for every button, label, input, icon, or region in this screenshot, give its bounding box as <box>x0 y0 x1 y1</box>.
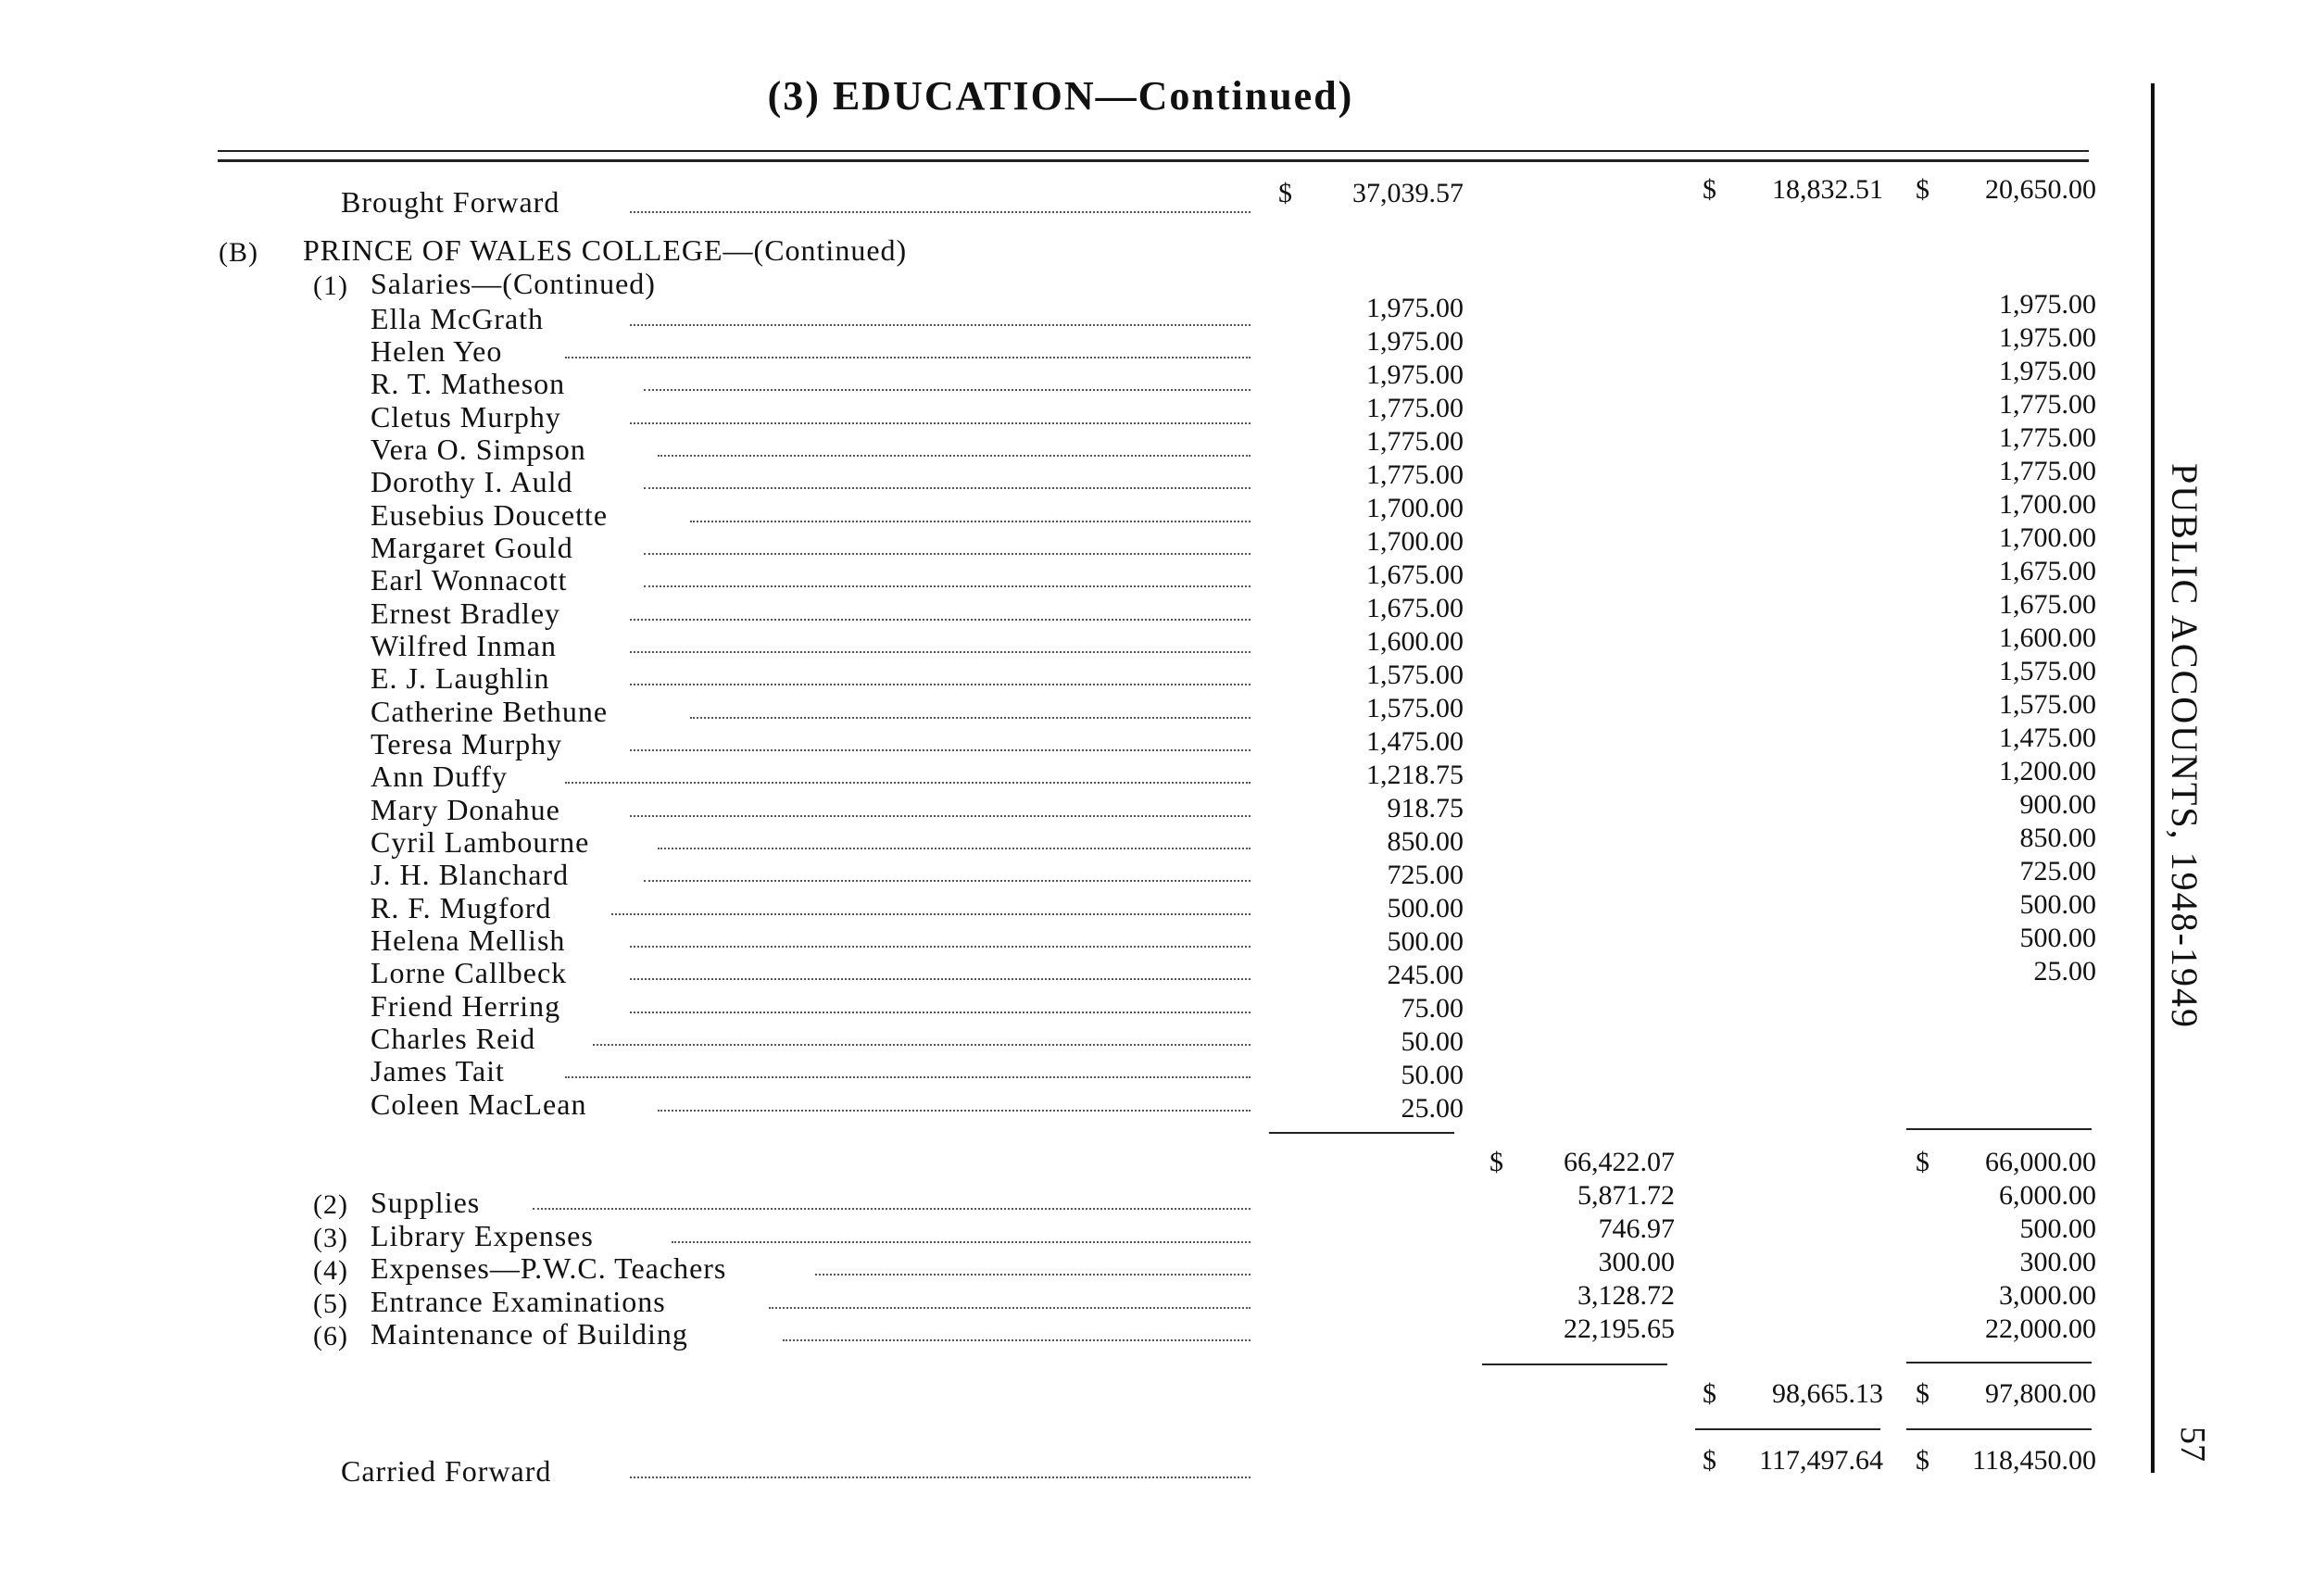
currency-sign: $ <box>1489 1147 1503 1177</box>
salary-name: E. J. Laughlin <box>371 661 550 695</box>
leader-dots <box>630 978 1251 980</box>
brought-forward-col1: 37,039.57 <box>1352 178 1464 208</box>
salary-estimate: 1,700.00 <box>1999 522 2096 553</box>
leader-dots <box>672 1241 1251 1243</box>
item-col2: 746.97 <box>1598 1213 1675 1244</box>
item-label: Maintenance of Building <box>371 1317 688 1351</box>
item-col2: 3,128.72 <box>1577 1280 1675 1311</box>
salary-estimate: 500.00 <box>2019 889 2096 920</box>
leader-dots <box>644 585 1251 587</box>
section-code: (B) <box>219 237 258 268</box>
currency-sign: $ <box>1916 1147 1929 1177</box>
salary-name: Wilfred Inman <box>371 629 557 662</box>
salary-amount: 1,975.00 <box>1366 293 1464 323</box>
margin-rule <box>2151 83 2155 1473</box>
salary-amount: 1,775.00 <box>1366 459 1464 490</box>
salary-amount: 245.00 <box>1387 960 1464 990</box>
salary-amount: 50.00 <box>1401 1026 1464 1057</box>
salary-amount: 1,575.00 <box>1366 693 1464 723</box>
salary-amount: 500.00 <box>1387 926 1464 957</box>
leader-dots <box>658 848 1251 849</box>
salary-name: Helen Yeo <box>371 334 503 368</box>
salary-amount: 50.00 <box>1401 1060 1464 1090</box>
salary-amount: 850.00 <box>1387 826 1464 857</box>
salary-amount: 1,700.00 <box>1366 526 1464 557</box>
salary-name: Eusebius Doucette <box>371 498 609 532</box>
currency-sign: $ <box>1916 1378 1929 1409</box>
currency-sign: $ <box>1703 1378 1716 1409</box>
salary-amount: 1,775.00 <box>1366 426 1464 457</box>
salary-estimate: 1,475.00 <box>1999 723 2096 753</box>
leader-dots <box>690 717 1251 719</box>
salary-name: Lorne Callbeck <box>371 956 568 989</box>
brought-forward-col4: 20,650.00 <box>1985 174 2096 205</box>
subtotal-rule <box>1906 1128 2092 1130</box>
currency-sign: $ <box>1916 1445 1929 1476</box>
section-total-rule <box>1906 1362 2092 1364</box>
salary-name: Ella McGrath <box>371 302 545 335</box>
salary-name: Earl Wonnacott <box>371 563 568 597</box>
salary-estimate: 1,700.00 <box>1999 489 2096 520</box>
leader-dots <box>644 487 1251 489</box>
section-total-rule <box>1482 1364 1667 1365</box>
item-col4: 3,000.00 <box>1999 1280 2096 1311</box>
salaries-total-col2: 66,422.07 <box>1564 1147 1675 1177</box>
salary-amount: 75.00 <box>1401 993 1464 1024</box>
currency-sign: $ <box>1703 174 1716 205</box>
salary-estimate: 1,200.00 <box>1999 756 2096 786</box>
salary-amount: 1,675.00 <box>1366 559 1464 590</box>
salaries-total-col4: 66,000.00 <box>1985 1147 2096 1177</box>
leader-dots <box>815 1274 1251 1276</box>
leader-dots <box>630 684 1251 685</box>
leader-dots <box>630 1477 1251 1478</box>
salary-estimate: 500.00 <box>2019 923 2096 953</box>
leader-dots <box>630 749 1251 751</box>
item-col2: 22,195.65 <box>1564 1313 1675 1344</box>
carried-forward-label: Carried Forward <box>341 1454 552 1488</box>
salary-name: Charles Reid <box>371 1022 536 1055</box>
salary-estimate: 1,775.00 <box>1999 389 2096 420</box>
leader-dots <box>658 455 1251 457</box>
salary-amount: 1,775.00 <box>1366 393 1464 423</box>
leader-dots <box>611 913 1251 915</box>
leader-dots <box>644 553 1251 555</box>
carried-forward-col3: 117,497.64 <box>1759 1445 1883 1476</box>
salary-name: Catherine Bethune <box>371 695 609 728</box>
item-code: (5) <box>313 1288 348 1319</box>
currency-sign: $ <box>1278 178 1292 208</box>
section-total-col3: 98,665.13 <box>1772 1378 1883 1409</box>
salary-amount: 1,475.00 <box>1366 726 1464 757</box>
leader-dots <box>630 651 1251 653</box>
salary-amount: 1,700.00 <box>1366 493 1464 523</box>
leader-dots <box>658 1110 1251 1112</box>
salary-estimate: 900.00 <box>2019 789 2096 820</box>
leader-dots <box>630 211 1251 213</box>
salary-amount: 1,600.00 <box>1366 626 1464 657</box>
item-code: (4) <box>313 1255 348 1286</box>
salary-name: R. F. Mugford <box>371 891 552 924</box>
item-label: Entrance Examinations <box>371 1285 666 1318</box>
salary-name: J. H. Blanchard <box>371 858 570 891</box>
salary-name: Cletus Murphy <box>371 400 561 434</box>
leader-dots <box>593 1044 1251 1046</box>
leader-dots <box>783 1339 1251 1341</box>
item-col4: 300.00 <box>2019 1247 2096 1277</box>
salary-name: Ernest Bradley <box>371 597 561 630</box>
salary-name: James Tait <box>371 1054 505 1087</box>
leader-dots <box>644 880 1251 882</box>
salary-amount: 1,975.00 <box>1366 326 1464 357</box>
salary-estimate: 850.00 <box>2019 823 2096 853</box>
carried-forward-rule <box>1695 1428 1880 1430</box>
salary-estimate: 1,775.00 <box>1999 456 2096 486</box>
leader-dots <box>630 815 1251 817</box>
leader-dots <box>565 357 1251 358</box>
salary-amount: 1,675.00 <box>1366 593 1464 623</box>
salary-name: Teresa Murphy <box>371 727 563 760</box>
salary-name: Mary Donahue <box>371 793 560 826</box>
side-label: PUBLIC ACCOUNTS, 1948-1949 <box>2164 463 2206 1029</box>
salary-name: Ann Duffy <box>371 760 508 793</box>
brought-forward-col3: 18,832.51 <box>1772 174 1883 205</box>
salary-estimate: 1,675.00 <box>1999 589 2096 620</box>
item-col4: 500.00 <box>2019 1213 2096 1244</box>
item-col2: 300.00 <box>1598 1247 1675 1277</box>
item-col4: 6,000.00 <box>1999 1180 2096 1211</box>
salary-estimate: 1,675.00 <box>1999 556 2096 586</box>
leader-dots <box>565 1076 1251 1078</box>
page-number: 57 <box>2173 1426 2212 1462</box>
item-label: Library Expenses <box>371 1219 594 1252</box>
leader-dots <box>690 521 1251 522</box>
salary-amount: 1,218.75 <box>1366 760 1464 790</box>
leader-dots <box>630 1012 1251 1013</box>
leader-dots <box>533 1208 1251 1210</box>
salary-name: Cyril Lambourne <box>371 825 590 859</box>
salary-name: Friend Herring <box>371 989 561 1023</box>
brought-forward-label: Brought Forward <box>341 185 560 219</box>
salary-estimate: 1,975.00 <box>1999 322 2096 353</box>
header-rule-bottom <box>218 159 2089 162</box>
header-rule-top <box>218 150 2089 152</box>
salary-amount: 1,575.00 <box>1366 660 1464 690</box>
salary-amount: 725.00 <box>1387 860 1464 890</box>
item-code: (2) <box>313 1189 348 1220</box>
salary-amount: 500.00 <box>1387 893 1464 924</box>
salary-estimate: 1,975.00 <box>1999 289 2096 320</box>
carried-forward-col4: 118,450.00 <box>1972 1445 2096 1476</box>
item-label: Supplies <box>371 1186 481 1219</box>
salary-estimate: 1,600.00 <box>1999 622 2096 653</box>
salary-estimate: 25.00 <box>2033 956 2096 987</box>
page-title: (3) EDUCATION—Continued) <box>767 73 1354 119</box>
item-col2: 5,871.72 <box>1577 1180 1675 1211</box>
salary-estimate: 1,775.00 <box>1999 422 2096 453</box>
salary-estimate: 1,975.00 <box>1999 356 2096 386</box>
leader-dots <box>565 782 1251 784</box>
salaries-code: (1) <box>313 270 348 301</box>
salary-estimate: 1,575.00 <box>1999 656 2096 686</box>
leader-dots <box>630 619 1251 621</box>
salary-name: Helena Mellish <box>371 924 566 957</box>
leader-dots <box>644 389 1251 391</box>
leader-dots <box>630 324 1251 326</box>
currency-sign: $ <box>1703 1445 1716 1476</box>
subtotal-rule <box>1269 1132 1454 1134</box>
item-code: (6) <box>313 1321 348 1351</box>
salary-amount: 918.75 <box>1387 793 1464 823</box>
salary-estimate: 1,575.00 <box>1999 689 2096 720</box>
salary-name: Vera O. Simpson <box>371 433 586 466</box>
salary-name: R. T. Matheson <box>371 367 566 400</box>
salary-name: Dorothy I. Auld <box>371 465 573 498</box>
item-col4: 22,000.00 <box>1985 1313 2096 1344</box>
salary-name: Margaret Gould <box>371 531 573 564</box>
section-total-col4: 97,800.00 <box>1985 1378 2096 1409</box>
leader-dots <box>630 946 1251 948</box>
item-code: (3) <box>313 1223 348 1253</box>
salary-estimate: 725.00 <box>2019 856 2096 886</box>
leader-dots <box>630 422 1251 424</box>
leader-dots <box>769 1307 1251 1309</box>
salary-name: Coleen MacLean <box>371 1087 587 1121</box>
carried-forward-rule <box>1906 1428 2092 1430</box>
salaries-heading: Salaries—(Continued) <box>371 267 656 300</box>
salary-amount: 1,975.00 <box>1366 359 1464 390</box>
section-heading: PRINCE OF WALES COLLEGE—(Continued) <box>303 233 908 267</box>
salary-amount: 25.00 <box>1401 1093 1464 1124</box>
currency-sign: $ <box>1916 174 1929 205</box>
item-label: Expenses—P.W.C. Teachers <box>371 1251 727 1285</box>
side-running-head <box>2163 463 2218 1112</box>
